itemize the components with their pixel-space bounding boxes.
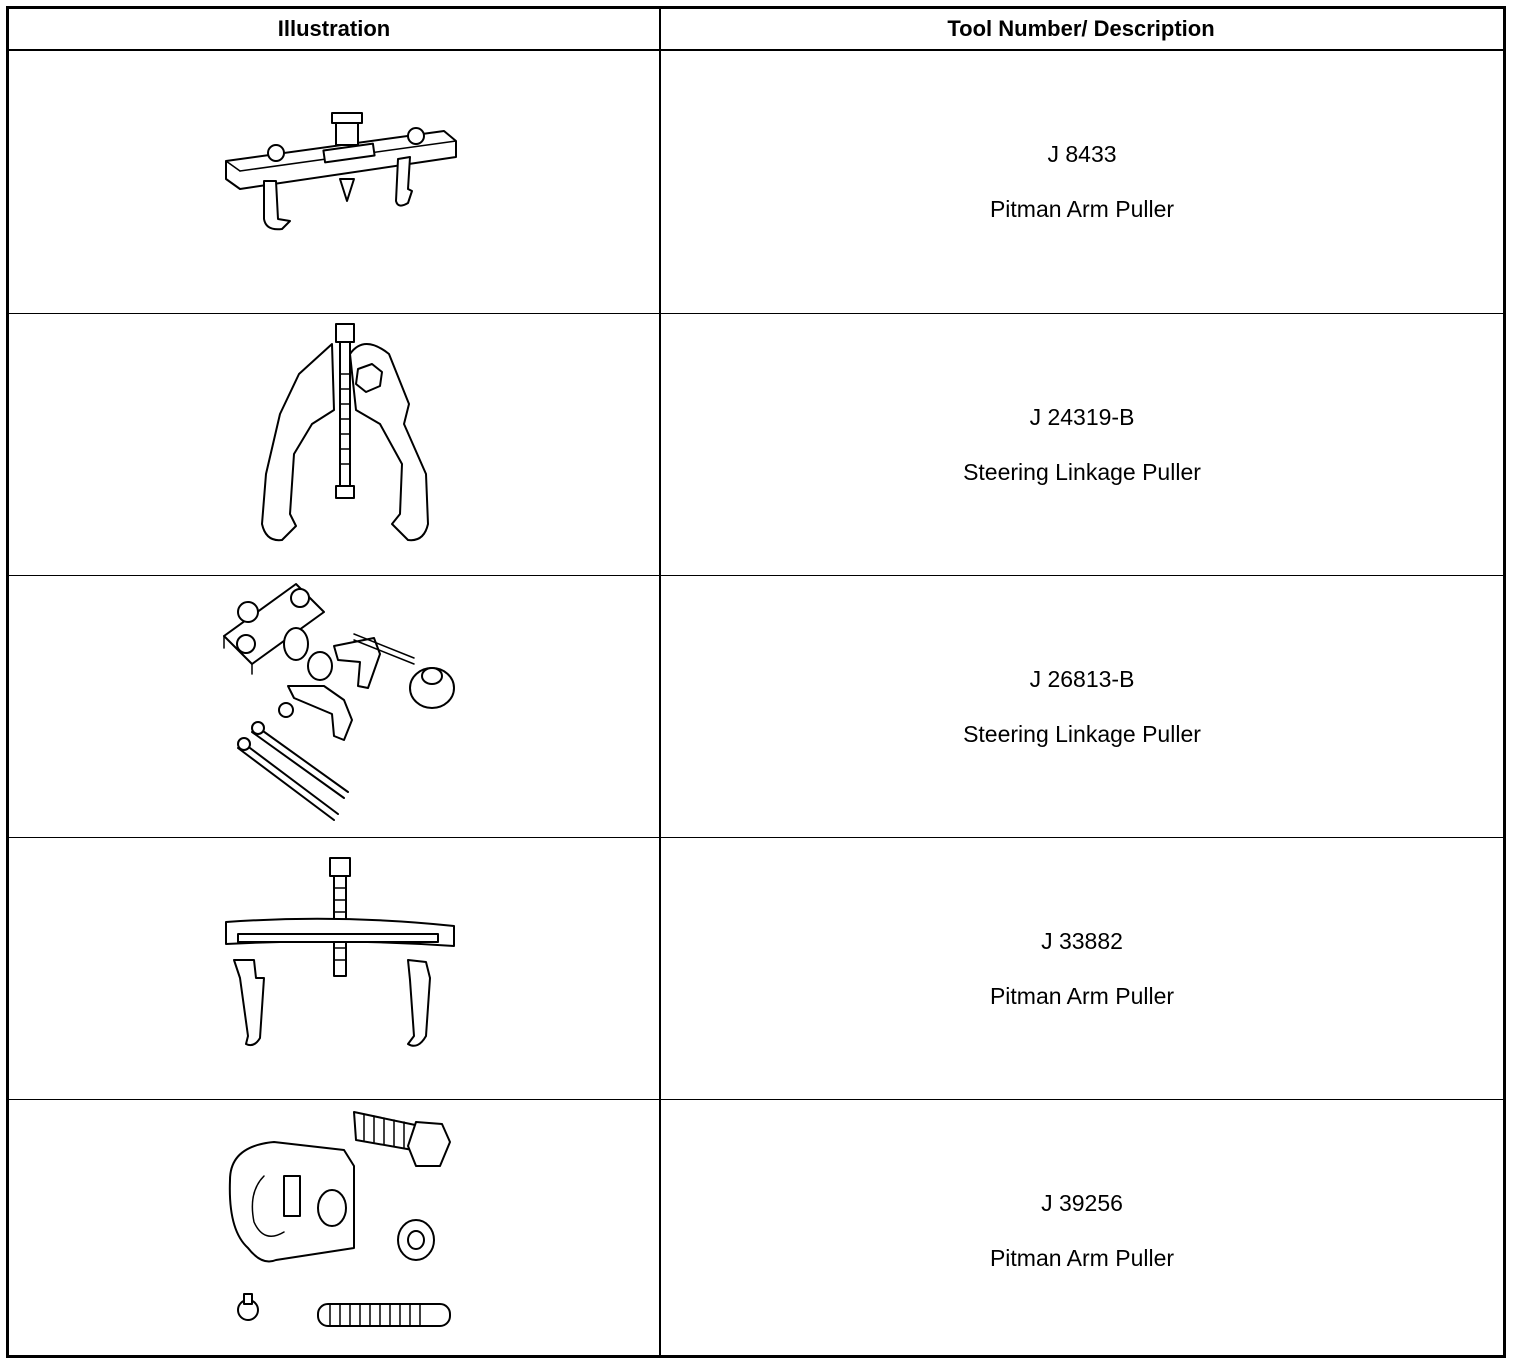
description-cell [661, 51, 1503, 313]
tool-description: Steering Linkage Puller [963, 721, 1201, 747]
illustration-cell [9, 1100, 659, 1361]
header-illustration: Illustration [277, 16, 391, 41]
tool-description: Pitman Arm Puller [989, 1245, 1175, 1271]
tool-number: J 39256 [1041, 1190, 1123, 1216]
tool-table [6, 6, 1506, 1358]
tool-number: J 8433 [1047, 141, 1117, 167]
table-row [9, 837, 1503, 1099]
illustration-cell [9, 576, 659, 837]
table-row [9, 313, 1503, 575]
tool-number: J 26813-B [1029, 666, 1135, 692]
steering-linkage-puller-kit-icon [204, 576, 464, 838]
tool-description: Steering Linkage Puller [963, 459, 1201, 485]
table-row [9, 575, 1503, 837]
steering-linkage-puller-icon [204, 314, 464, 576]
description-cell [661, 576, 1503, 837]
tool-number: J 24319-B [1029, 404, 1135, 430]
pitman-arm-puller-icon [204, 51, 464, 313]
description-cell [661, 314, 1503, 575]
tool-number: J 33882 [1041, 928, 1123, 954]
table-row [9, 1099, 1503, 1361]
illustration-cell [9, 51, 659, 313]
tool-description: Pitman Arm Puller [989, 196, 1175, 222]
description-cell [661, 1100, 1503, 1361]
illustration-cell [9, 838, 659, 1099]
description-cell [661, 838, 1503, 1099]
illustration-cell [9, 314, 659, 575]
table-header [9, 9, 1503, 51]
pitman-arm-puller-bar-icon [204, 838, 464, 1100]
table-row [9, 51, 1503, 313]
tool-description: Pitman Arm Puller [989, 983, 1175, 1009]
header-tool-number-description: Tool Number/ Description [947, 16, 1215, 41]
pitman-arm-puller-block-icon [204, 1100, 464, 1362]
